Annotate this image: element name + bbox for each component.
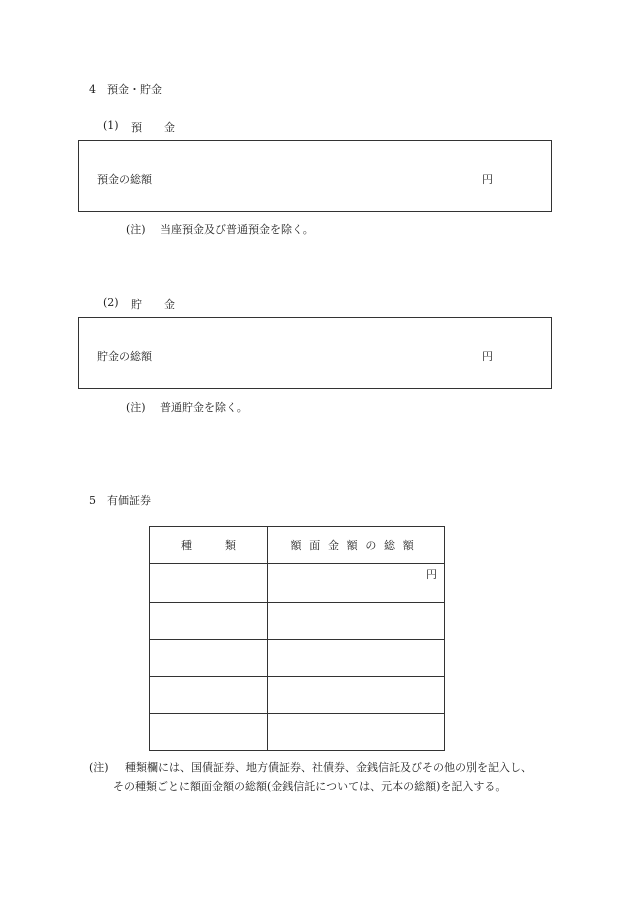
- table-row: [150, 677, 445, 714]
- deposit-note-mark: (注): [126, 223, 146, 236]
- section5-heading: 5 有価証券: [89, 494, 151, 507]
- table-row: [150, 714, 445, 751]
- securities-note-mark: (注): [89, 761, 109, 774]
- table-row: [150, 640, 445, 677]
- type-cell[interactable]: [150, 714, 268, 751]
- amount-unit: 円: [426, 568, 437, 581]
- section4-heading: 4 預金・貯金: [89, 83, 162, 96]
- savings-note-mark: (注): [126, 401, 146, 414]
- col-header-type: 種 類: [150, 527, 268, 564]
- type-cell[interactable]: [150, 640, 268, 677]
- deposit-subheading-title: 預 金: [131, 121, 175, 134]
- securities-table-header: [150, 527, 445, 564]
- deposit-total-box: [78, 140, 552, 212]
- type-cell[interactable]: [150, 603, 268, 640]
- table-row: [150, 603, 445, 640]
- savings-subheading-title: 貯 金: [131, 298, 175, 311]
- savings-note-text: 普通貯金を除く。: [160, 401, 248, 414]
- securities-note-line1: 種類欄には、国債証券、地方債証券、社債券、金銭信託及びその他の別を記入し、: [125, 761, 532, 774]
- securities-table: [149, 526, 445, 751]
- type-cell[interactable]: [150, 564, 268, 603]
- deposit-subheading-number: (1): [103, 119, 119, 132]
- savings-subheading-number: (2): [103, 296, 119, 309]
- amount-cell[interactable]: [268, 640, 445, 677]
- savings-total-label: 貯金の総額: [97, 350, 152, 363]
- amount-cell[interactable]: [268, 677, 445, 714]
- table-row: [150, 564, 445, 603]
- savings-total-unit: 円: [482, 350, 493, 363]
- amount-cell[interactable]: [268, 564, 445, 603]
- securities-note-line2: その種類ごとに額面金額の総額(金銭信託については、元本の総額)を記入する。: [113, 780, 507, 793]
- savings-total-box: [78, 317, 552, 389]
- deposit-total-unit: 円: [482, 173, 493, 186]
- type-cell[interactable]: [150, 677, 268, 714]
- amount-cell[interactable]: [268, 603, 445, 640]
- deposit-note-text: 当座預金及び普通預金を除く。: [160, 223, 314, 236]
- deposit-total-label: 預金の総額: [97, 173, 152, 186]
- amount-cell[interactable]: [268, 714, 445, 751]
- col-header-face-value-total: 額面金額の総額: [268, 527, 445, 564]
